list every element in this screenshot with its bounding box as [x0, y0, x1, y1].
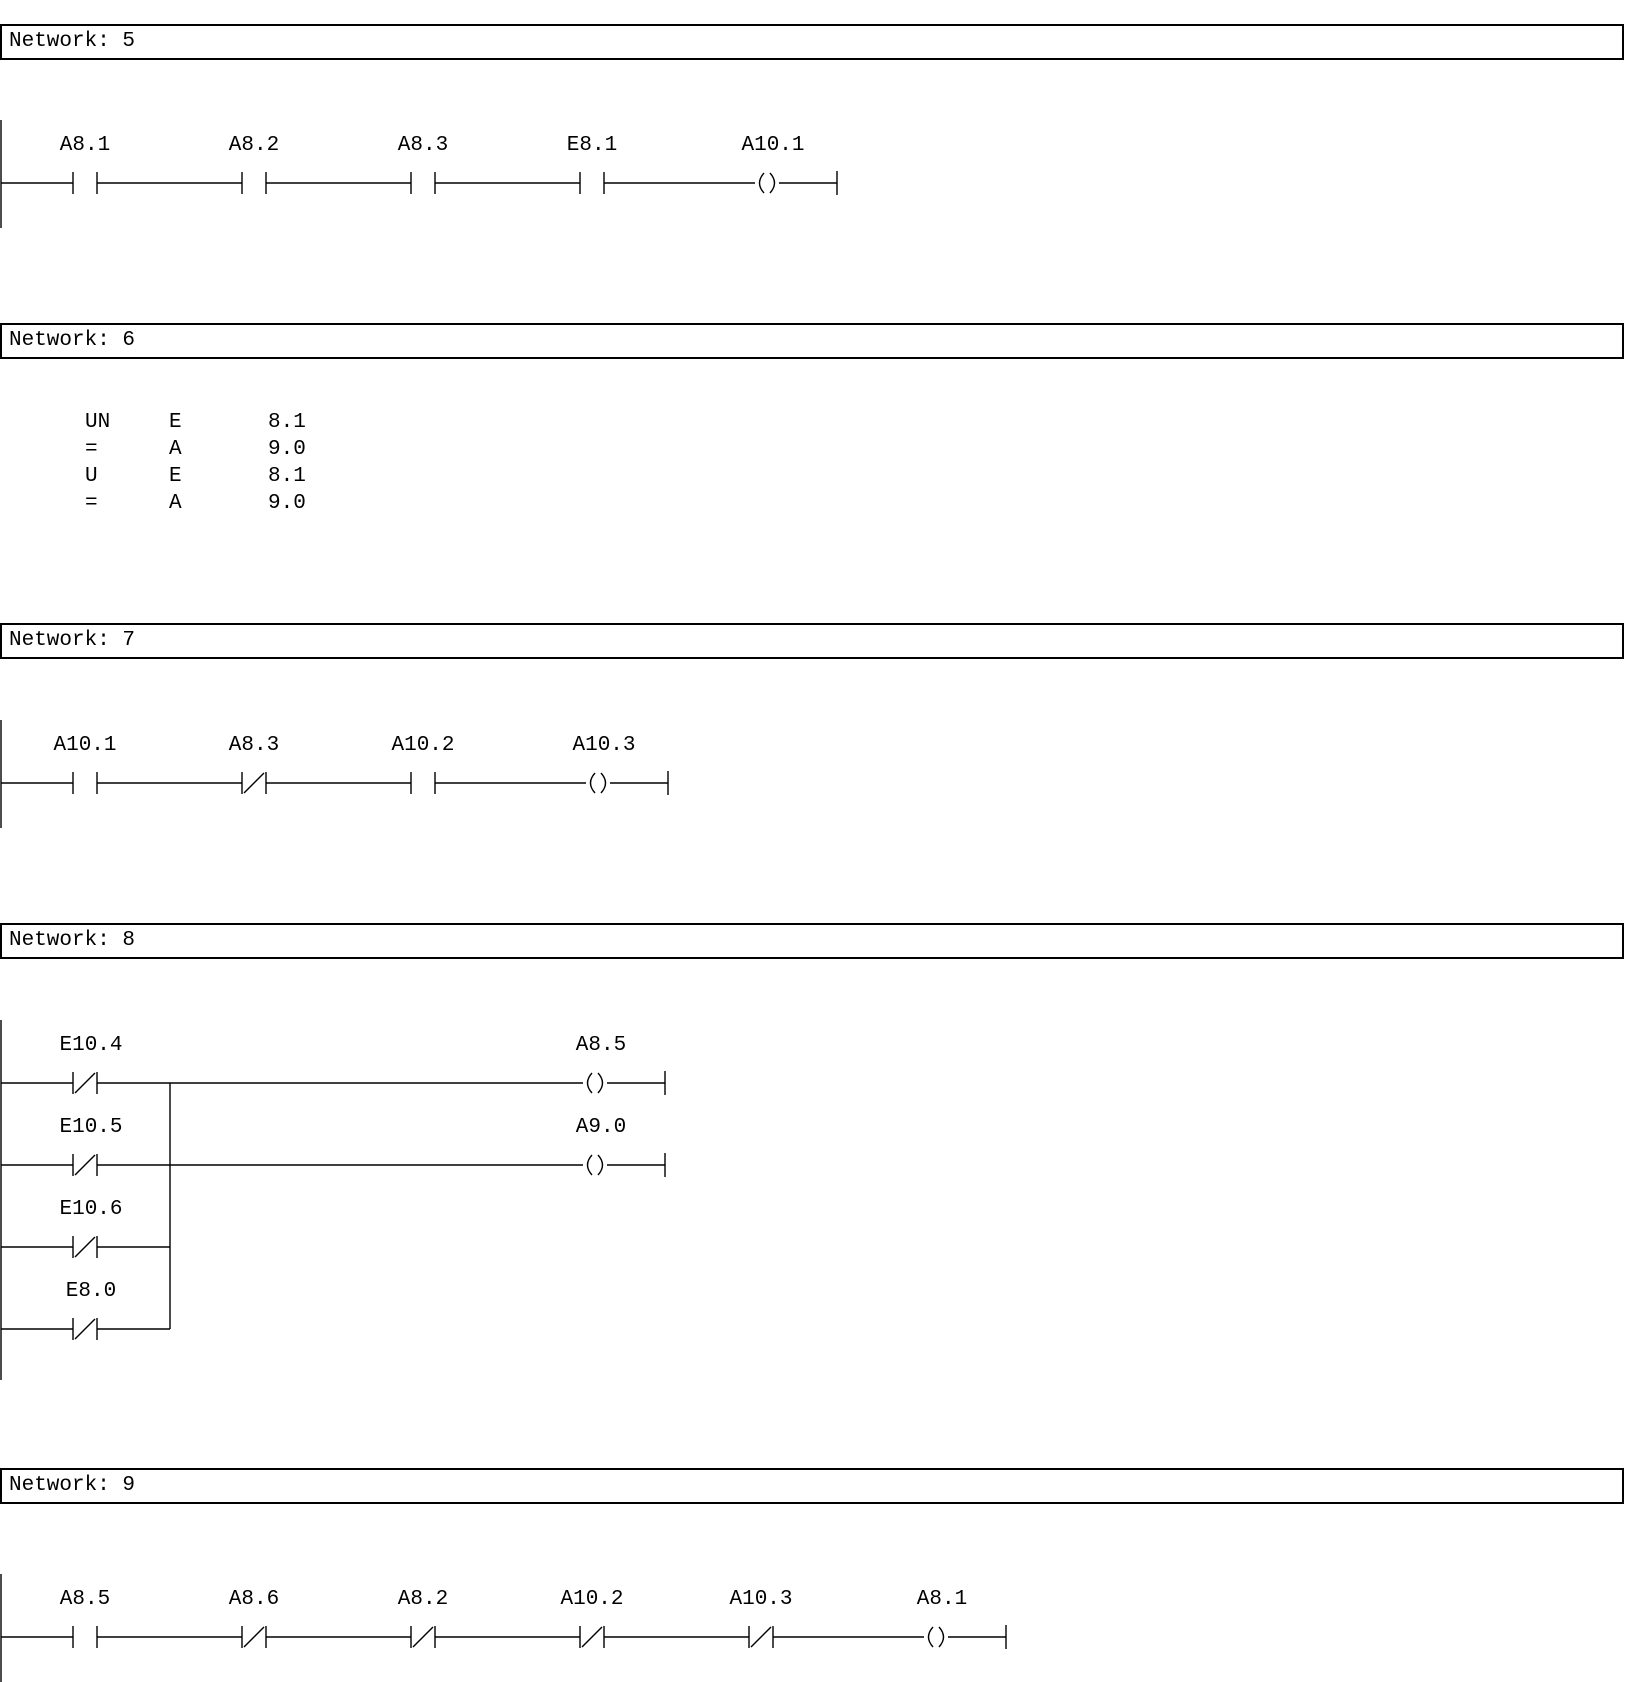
- network-9-header: [0, 1468, 1624, 1504]
- network-6-statement-list: [0, 409, 600, 517]
- operand-label: A8.3: [397, 134, 449, 157]
- coil-left-arc: [760, 173, 765, 193]
- network-6-header: [0, 323, 1624, 359]
- stl-line: [0, 463, 600, 490]
- coil-right-arc: [939, 1627, 944, 1647]
- nc-contact-slash: [75, 1319, 95, 1339]
- operand-label: A8.5: [59, 1588, 111, 1611]
- network-5-header: [0, 24, 1624, 60]
- network-7-title: Network: 7: [9, 629, 136, 652]
- network-8-title: Network: 8: [9, 929, 136, 952]
- network-9-title: Network: 9: [9, 1474, 136, 1497]
- stl-operand: A: [169, 492, 182, 515]
- stl-operand: E: [169, 411, 182, 434]
- stl-op: =: [85, 492, 98, 515]
- nc-contact-slash: [244, 773, 264, 793]
- operand-label: A8.5: [575, 1034, 627, 1057]
- network-5-title: Network: 5: [9, 30, 136, 53]
- stl-op: UN: [85, 411, 111, 434]
- stl-line: [0, 436, 600, 463]
- stl-op: U: [85, 465, 98, 488]
- network-8-ladder: [0, 1020, 1644, 1390]
- stl-address: 9.0: [268, 492, 306, 515]
- coil-right-arc: [601, 773, 606, 793]
- coil-right-arc: [770, 173, 775, 193]
- operand-label: E8.1: [566, 134, 618, 157]
- stl-line: [0, 409, 600, 436]
- coil-left-arc: [588, 1155, 593, 1175]
- operand-label: A8.1: [916, 1588, 968, 1611]
- network-7-header: [0, 623, 1624, 659]
- operand-label: A8.1: [59, 134, 111, 157]
- nc-contact-slash: [75, 1155, 95, 1175]
- stl-address: 9.0: [268, 438, 306, 461]
- operand-label: A10.3: [572, 734, 636, 757]
- coil-right-arc: [598, 1073, 603, 1093]
- operand-label: A9.0: [575, 1116, 627, 1139]
- operand-label: A10.1: [741, 134, 805, 157]
- operand-label: E10.5: [59, 1116, 123, 1139]
- network-6-title: Network: 6: [9, 329, 136, 352]
- operand-label: A10.1: [53, 734, 117, 757]
- network-8-header: [0, 923, 1624, 959]
- operand-label: E10.6: [59, 1198, 123, 1221]
- coil-left-arc: [588, 1073, 593, 1093]
- stl-address: 8.1: [268, 465, 306, 488]
- network-9-ladder: [0, 1574, 1644, 1682]
- stl-operand: E: [169, 465, 182, 488]
- operand-label: E8.0: [65, 1280, 117, 1303]
- nc-contact-slash: [582, 1627, 602, 1647]
- stl-line: [0, 490, 600, 517]
- operand-label: A10.2: [391, 734, 455, 757]
- stl-operand: A: [169, 438, 182, 461]
- operand-label: A10.3: [729, 1588, 793, 1611]
- coil-left-arc: [929, 1627, 934, 1647]
- stl-address: 8.1: [268, 411, 306, 434]
- operand-label: A8.6: [228, 1588, 280, 1611]
- operand-label: A8.3: [228, 734, 280, 757]
- stl-op: =: [85, 438, 98, 461]
- nc-contact-slash: [244, 1627, 264, 1647]
- network-7-ladder: [0, 720, 1644, 840]
- nc-contact-slash: [75, 1237, 95, 1257]
- nc-contact-slash: [413, 1627, 433, 1647]
- operand-label: E10.4: [59, 1034, 123, 1057]
- network-5-ladder: [0, 120, 1644, 240]
- operand-label: A8.2: [228, 134, 280, 157]
- nc-contact-slash: [75, 1073, 95, 1093]
- coil-right-arc: [598, 1155, 603, 1175]
- nc-contact-slash: [751, 1627, 771, 1647]
- coil-left-arc: [591, 773, 596, 793]
- operand-label: A10.2: [560, 1588, 624, 1611]
- operand-label: A8.2: [397, 1588, 449, 1611]
